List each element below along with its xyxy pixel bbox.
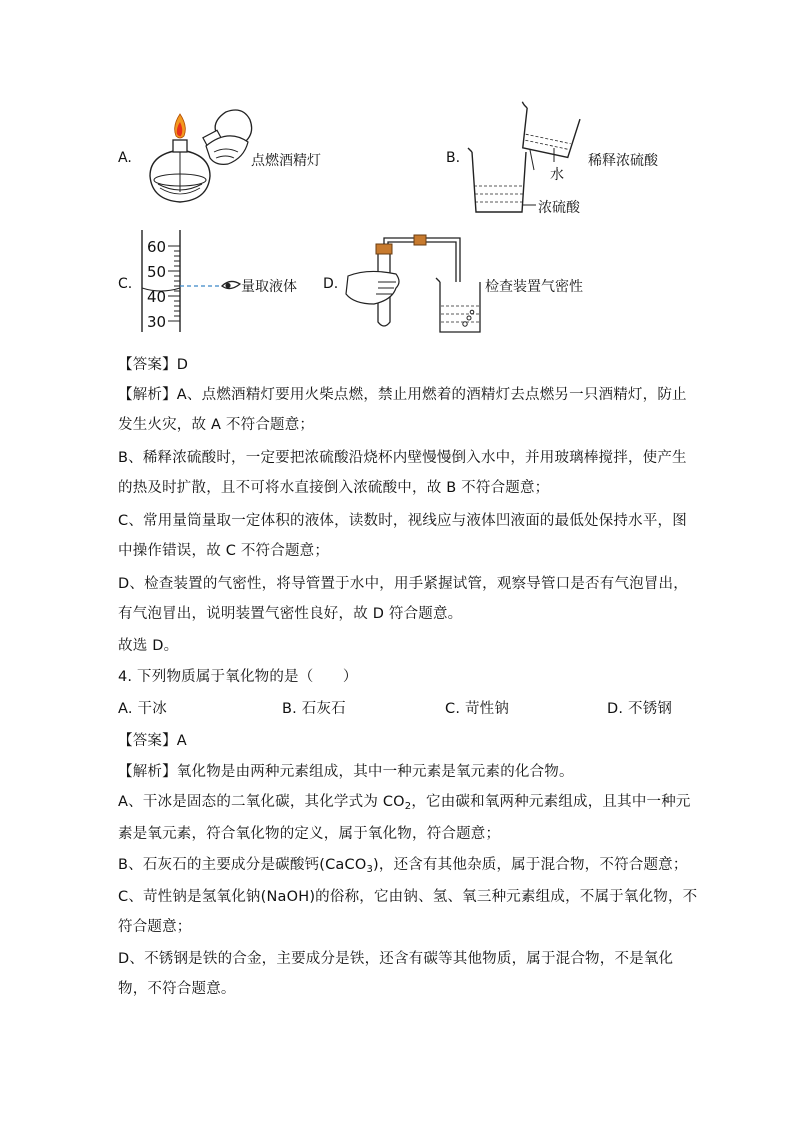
q4-option-d xyxy=(607,697,672,718)
tick-30: 30 xyxy=(147,313,167,331)
q3-analysis-line-6: 中操作错误，故 C 不符合题意； xyxy=(118,543,330,559)
q4-analysis-line-8: 物，不符合题意。 xyxy=(118,981,236,997)
q3-analysis-line-4: 的热及时扩散，且不可将水直接倒入浓硫酸中，故 B 不符合题意； xyxy=(118,480,550,496)
q4-option-b xyxy=(282,697,346,718)
q3-analysis-line-9: 故选 D。 xyxy=(118,638,179,654)
q4-option-c-text: 苛性钠 xyxy=(464,701,510,717)
q4-analysis-line-4b: )，还含有其他杂质，属于混合物，不符合题意； xyxy=(373,857,688,873)
option-c-letter: C. xyxy=(118,276,133,292)
option-a-caption: 点燃酒精灯 xyxy=(251,153,321,169)
option-b-letter: B. xyxy=(446,150,461,166)
option-a-letter: A. xyxy=(118,150,132,166)
q4-option-c-letter: C. xyxy=(445,701,461,717)
q3-analysis-line-5: C、常用量筒量取一定体积的液体，读数时，视线应与液体凹液面的最低处保持水平，图 xyxy=(118,513,687,529)
q3-analysis-line-3: B、稀释浓硫酸时，一定要把浓硫酸沿烧杯内壁慢慢倒入水中，并用玻璃棒搅拌，使产生 xyxy=(118,450,687,466)
water-label: 水 xyxy=(550,167,564,183)
q3-analysis-line-7: D、检查装置的气密性，将导管置于水中，用手紧握试管，观察导管口是否有气泡冒出， xyxy=(118,576,688,592)
q4-answer: 【答案】A xyxy=(118,733,187,749)
q4-question: 4. 下列物质属于氧化物的是（ ） xyxy=(118,669,358,685)
q4-option-d-text: 不锈钢 xyxy=(628,701,673,717)
q3-analysis-line-2: 发生火灾，故 A 不符合题意； xyxy=(118,417,315,433)
q4-option-a-text: 干冰 xyxy=(137,701,167,717)
option-b-caption: 稀释浓硫酸 xyxy=(588,153,658,169)
q4-analysis-line-2 xyxy=(118,790,691,811)
q4-analysis-line-4 xyxy=(118,853,688,874)
q4-analysis-line-2a: A、干冰是固态的二氧化碳，其化学式为 CO xyxy=(118,794,405,810)
airtightness-check-illustration xyxy=(344,230,484,336)
q4-analysis-line-4a: B、石灰石的主要成分是碳酸钙(CaCO xyxy=(118,857,367,873)
q4-option-a xyxy=(118,697,167,718)
q4-option-a-letter: A. xyxy=(118,701,133,717)
q3-analysis-line-8: 有气泡冒出，说明装置气密性良好，故 D 符合题意。 xyxy=(118,606,463,622)
q4-analysis-line-2b: ，它由碳和氧两种元素组成，且其中一种元 xyxy=(411,794,691,810)
option-c-caption: 量取液体 xyxy=(241,279,297,295)
q4-analysis-line-5: C、苛性钠是氢氧化钠(NaOH)的俗称，它由钠、氢、氧三种元素组成，不属于氧化物，不 xyxy=(118,889,698,905)
caco3-subscript: 3 xyxy=(366,864,374,875)
q4-analysis-line-1: 【解析】氧化物是由两种元素组成，其中一种元素是氧元素的化合物。 xyxy=(118,764,574,780)
q3-answer: 【答案】D xyxy=(118,357,189,373)
q4-option-b-text: 石灰石 xyxy=(301,701,346,717)
option-d-caption: 检查装置气密性 xyxy=(485,279,583,295)
tick-40: 40 xyxy=(147,288,167,306)
q4-option-c xyxy=(445,697,509,718)
acid-label: 浓硫酸 xyxy=(538,200,580,216)
q4-analysis-line-6: 符合题意； xyxy=(118,919,192,935)
q4-option-b-letter: B. xyxy=(282,701,297,717)
co2-subscript: 2 xyxy=(404,801,412,812)
q3-analysis-line-1: 【解析】A、点燃酒精灯要用火柴点燃，禁止用燃着的酒精灯去点燃另一只酒精灯，防止 xyxy=(118,387,687,403)
q4-option-d-letter: D. xyxy=(607,701,624,717)
tick-60: 60 xyxy=(147,238,167,256)
alcohol-lamp-illustration xyxy=(140,106,252,210)
q4-analysis-line-3: 素是氧元素，符合氧化物的定义，属于氧化物，符合题意； xyxy=(118,826,501,842)
q4-analysis-line-7: D、不锈钢是铁的合金，主要成分是铁，还含有碳等其他物质，属于混合物，不是氧化 xyxy=(118,951,674,967)
tick-50: 50 xyxy=(147,263,167,281)
option-d-letter: D. xyxy=(323,276,339,292)
